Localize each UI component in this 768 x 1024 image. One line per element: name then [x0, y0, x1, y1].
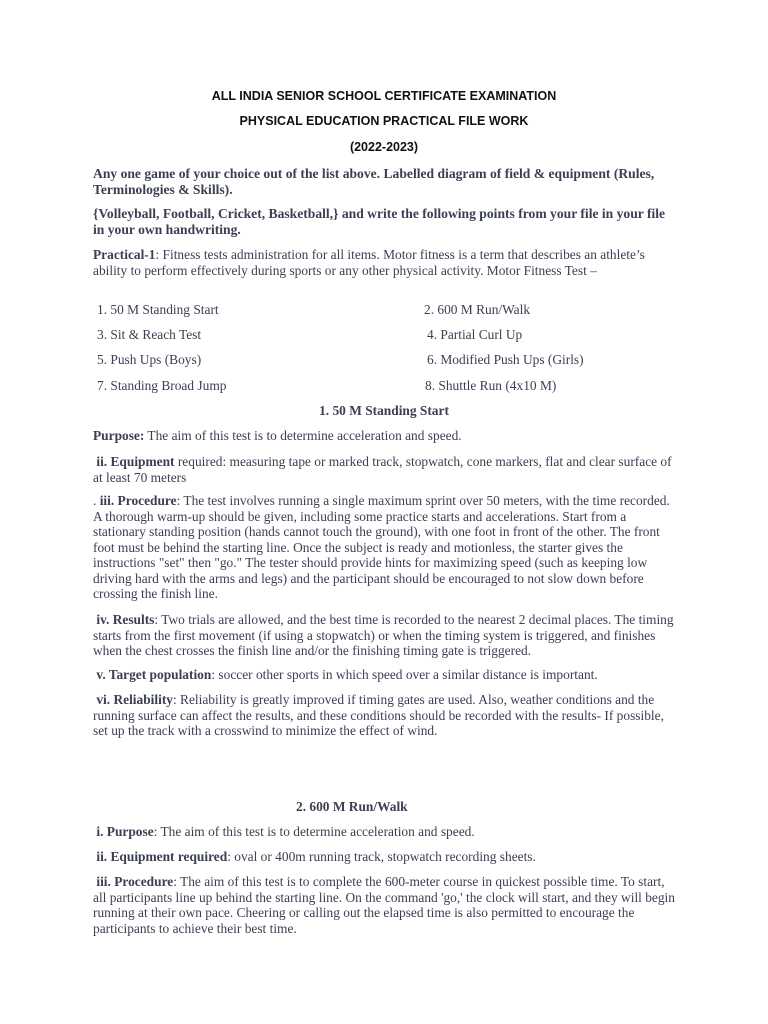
test-item: 2. 600 M Run/Walk: [424, 302, 531, 317]
section-1-equipment: [93, 454, 675, 485]
session-year: (2022-2023): [349, 140, 419, 154]
section-1-reliability: [93, 692, 675, 739]
reliability-label: vi. Reliability: [96, 692, 173, 707]
section-1-target: [93, 667, 675, 683]
purpose-label: Purpose:: [93, 428, 145, 443]
test-item: 6. Modified Push Ups (Girls): [427, 352, 584, 367]
reliability-text: : Reliability is greatly improved if timing gates are used. Also, weather conditions and the running surface can affect the results, and these conditions should be recorded with the results- If possible, set up the track with a crosswind to minimize the effect of wind.: [93, 692, 664, 738]
purpose-label: i. Purpose: [96, 824, 154, 839]
practical-label: Practical-1: [93, 247, 156, 262]
procedure-prefix: .: [93, 493, 100, 508]
section-2-purpose: [93, 824, 675, 840]
intro-paragraph-1: Any one game of your choice out of the list above. Labelled diagram of field & equipment (Rules, Terminologies & Skills).: [93, 166, 655, 197]
equipment-text: required: measuring tape or marked track, stopwatch, cone markers, flat and clear surface of at least 70 meters: [93, 454, 672, 485]
procedure-text: : The aim of this test is to complete the 600-meter course in quickest possible time. To start, all participants line up behind the starting line. On the command 'go,' the clock will start, and they will begin running at their own pace. Cheering or calling out the elapsed time is also permitted to encourage the participants to achieve their best time.: [93, 874, 675, 936]
section-2-title: 2. 600 M Run/Walk: [296, 799, 408, 814]
test-item: 4. Partial Curl Up: [427, 327, 523, 342]
purpose-text: : The aim of this test is to determine acceleration and speed.: [153, 824, 475, 839]
target-label: v. Target population: [96, 667, 212, 682]
procedure-label: iii. Procedure: [99, 493, 177, 508]
results-label: iv. Results: [96, 612, 155, 627]
procedure-label: iii. Procedure: [96, 874, 174, 889]
practical-paragraph: [93, 247, 675, 278]
procedure-text: : The test involves running a single maximum sprint over 50 meters, with the time recorded. A thorough warm-up should be given, including some practice starts and accelerations. Start from a stationary standing position (hands cannot touch the ground), with one foot in front of the other. The front foot must be behind the starting line. Once the subject is ready and motionless, the starter gives the instructions "set" then "go." The tester should provide hints for maximizing speed (such as keeping low driving hard with the arms and legs) and the participant should be encouraged to not slow down before crossing the finish line.: [93, 493, 670, 601]
section-1-title: 1. 50 M Standing Start: [319, 403, 449, 418]
subject-title: PHYSICAL EDUCATION PRACTICAL FILE WORK: [239, 114, 529, 128]
intro-paragraph-2: {Volleyball, Football, Cricket, Basketball,} and write the following points from your file in your file in your own handwriting.: [93, 206, 666, 237]
test-item: 7. Standing Broad Jump: [97, 378, 227, 393]
test-item: 8. Shuttle Run (4x10 M): [425, 378, 557, 393]
exam-title: ALL INDIA SENIOR SCHOOL CERTIFICATE EXAMINATION: [211, 89, 557, 103]
section-2-equipment: [93, 849, 675, 865]
section-1-purpose: [93, 428, 675, 444]
target-text: : soccer other sports in which speed over a similar distance is important.: [211, 667, 598, 682]
purpose-text: The aim of this test is to determine acceleration and speed.: [144, 428, 462, 443]
equipment-label: ii. Equipment required: [96, 849, 228, 864]
test-item: 3. Sit & Reach Test: [97, 327, 202, 342]
results-text: : Two trials are allowed, and the best time is recorded to the nearest 2 decimal places. The timing starts from the first movement (if using a stopwatch) or when the timing system is triggered, and finishes when the chest crosses the finish line and/or the finishing timing gate is triggered.: [93, 612, 674, 658]
equipment-text: : oval or 400m running track, stopwatch recording sheets.: [227, 849, 536, 864]
section-2-procedure: [93, 874, 675, 936]
test-item: 1. 50 M Standing Start: [97, 302, 219, 317]
test-item: 5. Push Ups (Boys): [97, 352, 202, 367]
practical-text: : Fitness tests administration for all items. Motor fitness is a term that describes an athlete’s ability to perform effectively during sports or any other physical activity. Motor Fitness Test –: [93, 247, 645, 278]
section-1-procedure: [93, 493, 675, 602]
section-1-results: [93, 612, 675, 659]
equipment-label: ii. Equipment: [96, 454, 175, 469]
